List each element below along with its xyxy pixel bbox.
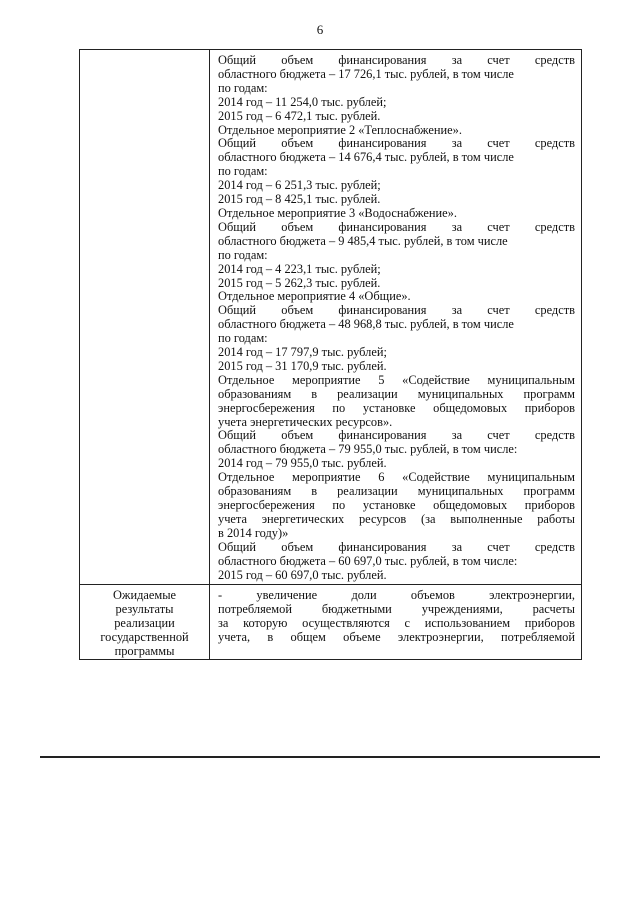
- financing-text-line: 2015 год – 5 262,3 тыс. рублей.: [218, 276, 381, 290]
- financing-text-line: Общий объем финансирования за счет средств: [218, 540, 575, 554]
- financing-text-line: по годам:: [218, 81, 268, 95]
- financing-text-line: учета энергетических ресурсов».: [218, 415, 393, 429]
- financing-text-line: областного бюджета – 60 697,0 тыс. рублей, в том числе:: [218, 554, 518, 568]
- financing-content-cell: [210, 50, 582, 585]
- financing-text-line: Отдельное мероприятие 4 «Общие».: [218, 290, 411, 304]
- results-label-line: реализации: [114, 616, 175, 631]
- financing-text-line: Отдельное мероприятие 2 «Теплоснабжение».: [218, 123, 462, 137]
- results-label-cell: [80, 585, 210, 660]
- financing-text-line: 2015 год – 60 697,0 тыс. рублей.: [218, 568, 387, 582]
- financing-text-line: Общий объем финансирования за счет средств: [218, 54, 575, 67]
- financing-text-line: 2015 год – 8 425,1 тыс. рублей.: [218, 193, 381, 207]
- financing-text-line: энергосбережения по установке общедомовых приборов: [218, 499, 575, 512]
- results-label-line: результаты: [115, 602, 174, 617]
- financing-text-line: образованиям в реализации муниципальных программ: [218, 485, 575, 499]
- financing-text-line: 2014 год – 79 955,0 тыс. рублей.: [218, 457, 387, 471]
- program-passport-table: [79, 49, 582, 660]
- results-content-cell: [210, 585, 582, 660]
- financing-text-line: учета энергетических ресурсов (за выполненные работы: [218, 512, 575, 526]
- financing-text-line: Отдельное мероприятие 6 «Содействие муниципальным: [218, 471, 575, 485]
- financing-text-line: 2014 год – 17 797,9 тыс. рублей;: [218, 346, 387, 360]
- financing-text-line: областного бюджета – 17 726,1 тыс. рублей, в том числе: [218, 67, 514, 81]
- financing-text-line: по годам:: [218, 165, 268, 179]
- financing-text-line: Общий объем финансирования за счет средств: [218, 429, 575, 443]
- financing-text-line: по годам:: [218, 248, 268, 262]
- financing-text-line: 2015 год – 31 170,9 тыс. рублей.: [218, 359, 387, 373]
- results-row: [80, 585, 582, 660]
- financing-text-line: в 2014 году)»: [218, 526, 289, 540]
- financing-row: [80, 50, 582, 585]
- financing-text-line: 2014 год – 4 223,1 тыс. рублей;: [218, 262, 381, 276]
- financing-text-line: областного бюджета – 79 955,0 тыс. рублей, в том числе:: [218, 443, 518, 457]
- financing-text-line: Общий объем финансирования за счет средств: [218, 137, 575, 151]
- results-text-line: за которую осуществляются с использованием приборов: [218, 617, 575, 631]
- financing-text-line: образованиям в реализации муниципальных программ: [218, 387, 575, 401]
- financing-text-block: [210, 50, 581, 584]
- financing-text-line: Отдельное мероприятие 3 «Водоснабжение».: [218, 206, 457, 220]
- financing-text-line: Общий объем финансирования за счет средств: [218, 220, 575, 234]
- financing-label-cell: [80, 50, 210, 585]
- results-text-line: учета, в общем объеме электроэнергии, потребляемой: [218, 631, 575, 645]
- financing-text-line: областного бюджета – 48 968,8 тыс. рублей, в том числе: [218, 318, 514, 332]
- financing-text-line: областного бюджета – 9 485,4 тыс. рублей, в том числе: [218, 234, 508, 248]
- results-label-line: Ожидаемые: [112, 588, 177, 603]
- page-number: 6: [316, 22, 324, 37]
- results-label-line: программы: [114, 644, 175, 659]
- results-text-line: потребляемой бюджетными учреждениями, расчеты: [218, 603, 575, 617]
- financing-text-line: 2014 год – 6 251,3 тыс. рублей;: [218, 179, 381, 193]
- results-label-line: государственной: [100, 630, 189, 645]
- financing-text-line: Общий объем финансирования за счет средств: [218, 304, 575, 318]
- financing-text-line: энергосбережения по установке общедомовых приборов: [218, 401, 575, 415]
- financing-text-line: 2015 год – 6 472,1 тыс. рублей.: [218, 109, 381, 123]
- results-text-block: [210, 585, 581, 647]
- financing-text-line: по годам:: [218, 332, 268, 346]
- financing-text-line: 2014 год – 11 254,0 тыс. рублей;: [218, 95, 387, 109]
- financing-text-line: Отдельное мероприятие 5 «Содействие муниципальным: [218, 373, 575, 387]
- results-label-block: [80, 585, 209, 659]
- bottom-divider: [40, 756, 600, 758]
- financing-text-line: областного бюджета – 14 676,4 тыс. рублей, в том числе: [218, 151, 514, 165]
- results-text-line: - увеличение доли объемов электроэнергии,: [218, 589, 575, 603]
